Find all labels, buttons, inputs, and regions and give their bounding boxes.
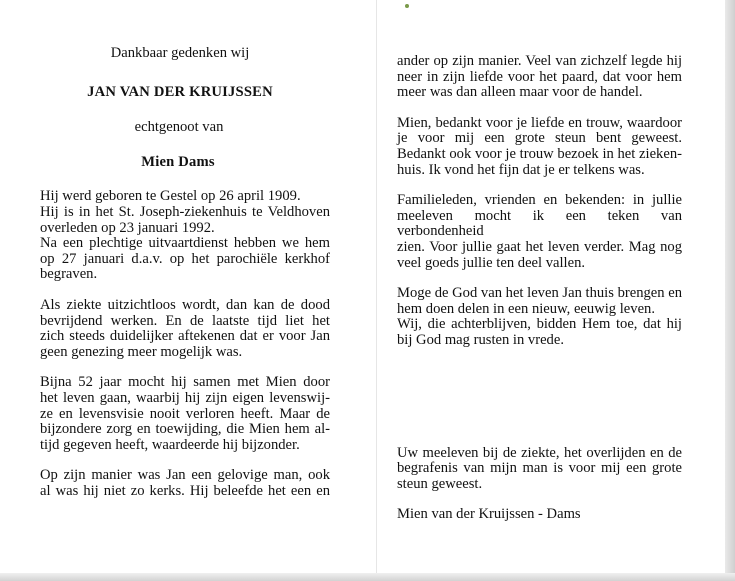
text-line: huis. Ik vond het fijn dat je er telkens was.: [397, 161, 645, 178]
text-line: overleden op 23 januari 1992.: [40, 219, 215, 236]
right-column: [397, 54, 682, 523]
paragraph: [40, 468, 330, 499]
text-line: Mien, bedankt voor je liefde en trouw, waardoor: [397, 114, 682, 131]
paragraph: [397, 286, 682, 348]
text-line: Wij, die achterblijven, bidden Hem toe, dat hij: [397, 316, 682, 333]
text-line: bevrijdend werken. En de laatste tijd liet het: [40, 312, 330, 329]
left-column: [40, 46, 330, 499]
text-line: Op zijn manier was Jan een gelovige man, ook: [40, 467, 330, 484]
signature: Mien van der Kruijssen - Dams: [397, 506, 581, 523]
deceased-name: JAN VAN DER KRUIJSSEN: [87, 83, 273, 100]
page-edge-right: [725, 0, 735, 581]
paragraph: [40, 298, 330, 360]
text-line: zich steeds duidelijker aftekenen dat er voor Jan: [40, 328, 330, 345]
text-line: bijzondere zorg en toewijding, die Mien hem al-: [40, 421, 330, 438]
intro-line: Dankbaar gedenken wij: [110, 45, 250, 61]
text-line: Hij is in het St. Joseph-ziekenhuis te Veldhoven: [40, 203, 330, 220]
text-line: ze en levensvisie nooit verloren heeft. Maar de: [40, 405, 330, 422]
text-line: Uw meeleven bij de ziekte, het overlijden en de: [397, 444, 682, 461]
center-fold: [376, 0, 377, 581]
text-line: begrafenis van mijn man is voor mij een grote: [397, 460, 682, 477]
paragraph: [40, 189, 330, 283]
text-line: zien. Voor jullie gaat het leven verder. Mag nog: [397, 238, 682, 255]
paragraph: [397, 446, 682, 493]
text-line: Na een plechtige uitvaartdienst hebben we hem: [40, 235, 330, 252]
page-edge-bottom: [0, 573, 735, 581]
paragraph: [397, 54, 682, 101]
text-line: het leven gaan, waarbij hij zijn eigen levenswij-: [40, 389, 330, 406]
text-line: bij God mag rusten in vrede.: [397, 331, 564, 348]
paragraph: [397, 193, 682, 271]
text-line: veel goeds jullie ten deel vallen.: [397, 254, 586, 271]
text-line: Familieleden, vrienden en bekenden: in jullie: [397, 192, 682, 209]
text-line: meeleven mocht ik een teken van verbondenheid: [397, 207, 682, 240]
spouse-name: Mien Dams: [141, 153, 215, 170]
relation-line: echtgenoot van: [134, 119, 224, 136]
text-line: geen genezing meer mogelijk was.: [40, 343, 243, 360]
text-line: tijd gegeven heeft, waardeerde hij bijzonder.: [40, 436, 300, 453]
text-line: Moge de God van het leven Jan thuis brengen en: [397, 285, 682, 302]
text-line: meer was dan alleen maar voor de handel.: [397, 84, 643, 101]
text-line: je voor mij een grote steun bent geweest.: [397, 130, 682, 147]
text-line: ander op zijn manier. Veel van zichzelf legde hij: [397, 53, 682, 69]
text-line: Bedankt ook voor je trouw bezoek in het zieken-: [397, 145, 682, 162]
text-line: steun geweest.: [397, 475, 483, 492]
text-line: hem doen delen in een nieuw, eeuwig leven.: [397, 300, 655, 317]
text-line: Bijna 52 jaar mocht hij samen met Mien door: [40, 374, 330, 391]
text-line: begraven.: [40, 266, 98, 283]
print-mark: [405, 4, 409, 8]
text-line: neer in zijn liefde voor het paard, dat voor hem: [397, 68, 682, 85]
paragraph: [40, 375, 330, 453]
text-line: op 27 januari d.a.v. op het parochiële kerkhof: [40, 250, 330, 267]
paragraph: [397, 116, 682, 178]
text-line: Als ziekte uitzichtloos wordt, dan kan de dood: [40, 296, 330, 313]
text-line: Hij werd geboren te Gestel op 26 april 1909.: [40, 188, 301, 205]
text-line: al was hij niet zo kerks. Hij beleefde het een en: [40, 482, 330, 499]
